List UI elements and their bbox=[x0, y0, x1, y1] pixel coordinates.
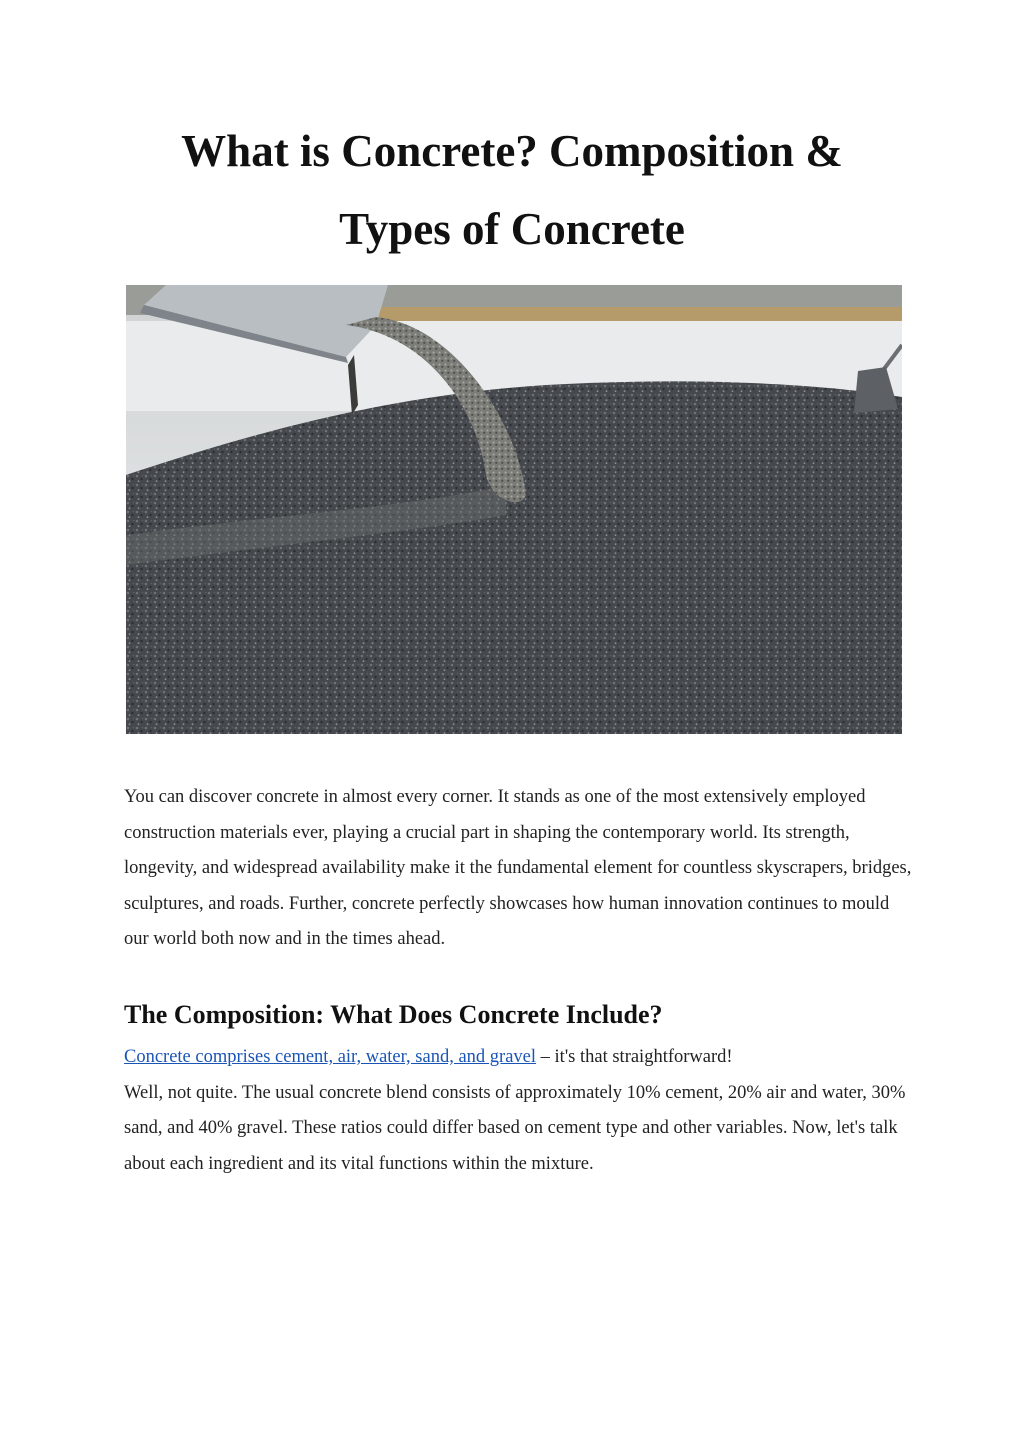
title-line-1: What is Concrete? Composition & bbox=[181, 126, 843, 176]
section-heading: The Composition: What Does Concrete Include? bbox=[124, 1000, 663, 1029]
page-title bbox=[0, 112, 1024, 268]
composition-body: Well, not quite. The usual concrete blend consists of approximately 10% cement, 20% air and water, 30% sand, and 40% gravel. These ratios could differ based on cement type and other variables. Now, let's talk about each ingredient and its vital functions within the mixture. bbox=[124, 1082, 906, 1174]
composition-link[interactable]: Concrete comprises cement, air, water, sand, and gravel bbox=[124, 1047, 537, 1067]
hero-image bbox=[126, 285, 902, 734]
title-line-2: Types of Concrete bbox=[339, 204, 685, 254]
concrete-pour-illustration bbox=[126, 285, 902, 734]
intro-paragraph: You can discover concrete in almost every corner. It stands as one of the most extensively employed construction materials ever, playing a crucial part in shaping the contemporary world. Its strength, longevity, and widespread availability make it the fundamental element for countless skyscrapers, bridges, sculptures, and roads. Further, concrete perfectly showcases how human innovation continues to mould our world both now and in the times ahead. bbox=[124, 787, 912, 950]
composition-paragraph bbox=[124, 1040, 914, 1182]
composition-link-suffix: – it's that straightforward! bbox=[536, 1047, 733, 1067]
